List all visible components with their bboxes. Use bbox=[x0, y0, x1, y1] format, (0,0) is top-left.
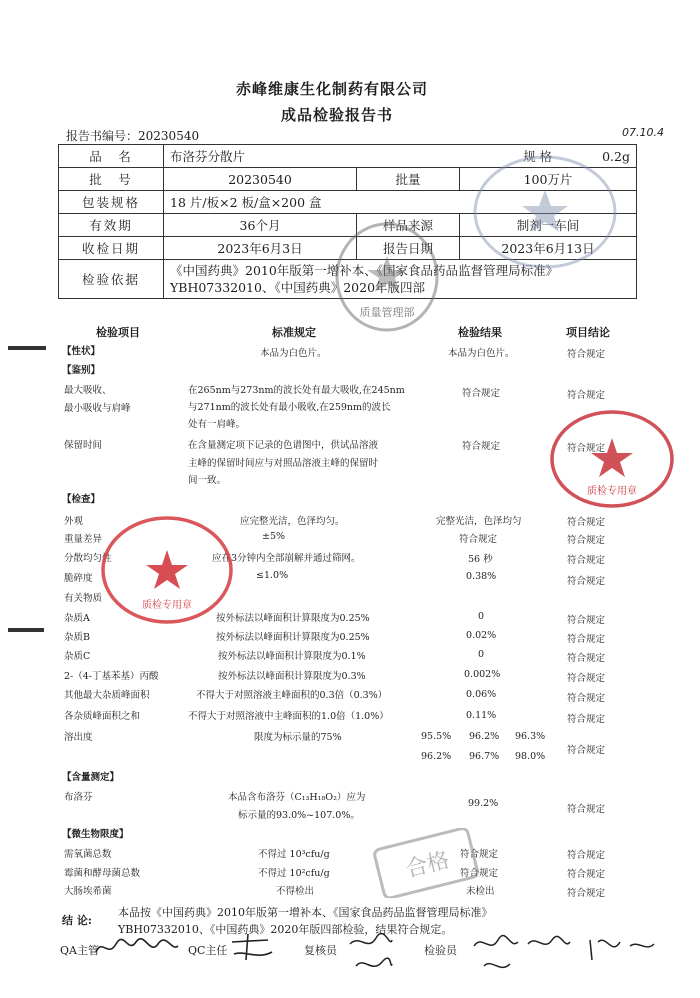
source-value: 制剂一车间 bbox=[460, 214, 637, 237]
basis-line-2: YBH07332010、《中国药典》2020年版四部 bbox=[170, 280, 426, 295]
disperse-conclusion: 符合规定 bbox=[567, 555, 606, 566]
assay-conclusion: 符合规定 bbox=[567, 804, 606, 815]
weight-conclusion: 符合规定 bbox=[567, 535, 606, 546]
disperse-result: 56 秒 bbox=[468, 554, 493, 565]
binding-mark-lower bbox=[8, 628, 44, 632]
impurity-sum-item: 各杂质峰面积之和 bbox=[64, 711, 141, 722]
qualified-stamp bbox=[372, 828, 482, 898]
weight-item: 重量差异 bbox=[64, 534, 103, 545]
retention-result: 符合规定 bbox=[462, 441, 501, 452]
impurity-acid-result: 0.002% bbox=[464, 669, 501, 680]
assay-std-1: 本品含布洛芬（C₁₃H₁₈O₂）应为 bbox=[228, 792, 366, 803]
aerobic-conclusion: 符合规定 bbox=[567, 850, 606, 861]
maxabs-std-3: 处有一肩峰。 bbox=[188, 419, 246, 430]
related-substances-item: 有关物质 bbox=[64, 593, 103, 604]
dissolution-value-2: 96.2% bbox=[469, 731, 500, 742]
impurity-a-standard: 按外标法以峰面积计算限度为0.25% bbox=[216, 613, 370, 624]
character-result: 本品为白色片。 bbox=[448, 348, 515, 359]
maxabs-item-1: 最大吸收、 bbox=[64, 385, 112, 396]
impurity-acid-item: 2-（4-丁基苯基）丙酸 bbox=[64, 671, 159, 682]
trade-company-qc-seal-left bbox=[98, 514, 236, 626]
impurity-b-standard: 按外标法以峰面积计算限度为0.25% bbox=[216, 632, 370, 643]
trade-seal-top-text: 质检专用章 bbox=[587, 486, 637, 497]
col-result-header: 检验结果 bbox=[458, 326, 502, 339]
basis-label: 检验依据 bbox=[59, 260, 164, 299]
impurity-acid-standard: 按外标法以峰面积计算限度为0.3% bbox=[218, 671, 366, 682]
dissolution-value-6: 98.0% bbox=[515, 751, 546, 762]
dissolution-conclusion: 符合规定 bbox=[567, 745, 606, 756]
retention-std-3: 间一致。 bbox=[188, 475, 227, 486]
retention-conclusion: 符合规定 bbox=[567, 443, 606, 454]
inspector-label: 检验员 bbox=[424, 944, 457, 957]
impurity-max-result: 0.06% bbox=[466, 689, 497, 700]
section-character: 【性状】 bbox=[62, 346, 101, 357]
impurity-max-standard: 不得大于对照溶液主峰面积的0.3倍（0.3%） bbox=[196, 690, 388, 701]
pack-label: 包装规格 bbox=[59, 191, 164, 214]
aerobic-result: 符合规定 bbox=[460, 849, 499, 860]
dissolution-value-4: 96.2% bbox=[421, 751, 452, 762]
receive-date-label: 收检日期 bbox=[59, 237, 164, 260]
report-number-value: 20230540 bbox=[138, 129, 200, 143]
impurity-c-standard: 按外标法以峰面积计算限度为0.1% bbox=[218, 651, 366, 662]
weight-result: 符合规定 bbox=[459, 534, 498, 545]
appearance-conclusion: 符合规定 bbox=[567, 517, 606, 528]
ecoli-result: 未检出 bbox=[466, 886, 495, 897]
impurity-a-result: 0 bbox=[478, 611, 485, 622]
trade-company-qc-seal-top bbox=[548, 408, 676, 510]
friability-item: 脆碎度 bbox=[64, 573, 93, 584]
product-name-text: 布洛芬分散片 bbox=[170, 149, 246, 164]
dissolution-value-3: 96.3% bbox=[515, 731, 546, 742]
ecoli-conclusion: 符合规定 bbox=[567, 888, 606, 899]
dissolution-value-5: 96.7% bbox=[469, 751, 500, 762]
company-name: 赤峰维康生化制药有限公司 bbox=[236, 80, 429, 98]
impurity-b-result: 0.02% bbox=[466, 630, 497, 641]
impurity-max-conclusion: 符合规定 bbox=[567, 693, 606, 704]
reviewer-label: 复核员 bbox=[304, 944, 337, 957]
quality-dept-seal bbox=[332, 220, 442, 335]
aerobic-item: 需氧菌总数 bbox=[64, 849, 112, 860]
disperse-item: 分散均匀性 bbox=[64, 553, 112, 564]
company-seal-faint bbox=[470, 152, 620, 272]
impurity-b-item: 杂质B bbox=[64, 632, 90, 643]
batch-value: 20230540 bbox=[164, 168, 357, 191]
spec-label: 规 格 bbox=[523, 149, 553, 164]
retention-std-1: 在含量测定项下记录的色谱图中，供试品溶液 bbox=[188, 440, 379, 451]
validity-label: 有效期 bbox=[59, 214, 164, 237]
maxabs-conclusion: 符合规定 bbox=[567, 390, 606, 401]
section-assay: 【含量测定】 bbox=[62, 772, 120, 783]
ecoli-item: 大肠埃希菌 bbox=[64, 886, 112, 897]
source-label: 样品来源 bbox=[357, 214, 460, 237]
mold-item: 霉菌和酵母菌总数 bbox=[64, 868, 141, 879]
assay-item: 布洛芬 bbox=[64, 792, 93, 803]
quantity-label: 批量 bbox=[357, 168, 460, 191]
qc-director-label: QC主任 bbox=[188, 944, 228, 957]
report-number bbox=[66, 127, 199, 144]
receive-date-value: 2023年6月3日 bbox=[164, 237, 357, 260]
assay-std-2: 标示量的93.0%~107.0%。 bbox=[238, 810, 360, 821]
friability-standard: ≤1.0% bbox=[256, 570, 289, 581]
basis-line-1: 《中国药典》2010年版第一增补本、《国家食品药品监督管理局标准》 bbox=[170, 263, 559, 278]
dissolution-standard: 限度为标示量的75% bbox=[254, 732, 342, 743]
batch-label: 批 号 bbox=[59, 168, 164, 191]
mold-result: 符合规定 bbox=[460, 868, 499, 879]
impurity-a-item: 杂质A bbox=[64, 613, 90, 624]
col-item-header: 检验项目 bbox=[96, 326, 140, 339]
quantity-value: 100万片 bbox=[460, 168, 637, 191]
qualified-stamp-text: 合格 bbox=[403, 847, 452, 883]
maxabs-result: 符合规定 bbox=[462, 388, 501, 399]
retention-std-2: 主峰的保留时间应与对照品溶液主峰的保留时 bbox=[188, 458, 379, 469]
friability-result: 0.38% bbox=[466, 571, 497, 582]
impurity-c-result: 0 bbox=[478, 649, 485, 660]
ecoli-standard: 不得检出 bbox=[276, 886, 315, 897]
report-number-label: 报告书编号： bbox=[66, 129, 139, 143]
impurity-a-conclusion: 符合规定 bbox=[567, 615, 606, 626]
qa-signature bbox=[92, 932, 182, 962]
section-identify: 【鉴别】 bbox=[62, 365, 101, 376]
mold-conclusion: 符合规定 bbox=[567, 869, 606, 880]
friability-conclusion: 符合规定 bbox=[567, 576, 606, 587]
spec-value: 0.2g bbox=[602, 149, 630, 164]
conclusion-label: 结 论: bbox=[62, 914, 92, 927]
impurity-b-conclusion: 符合规定 bbox=[567, 634, 606, 645]
appearance-standard: 应完整光洁，色泽均匀。 bbox=[240, 516, 345, 527]
impurity-sum-conclusion: 符合规定 bbox=[567, 714, 606, 725]
assay-result: 99.2% bbox=[468, 798, 499, 809]
impurity-sum-result: 0.11% bbox=[466, 710, 497, 721]
mold-standard: 不得过 10²cfu/g bbox=[258, 868, 330, 879]
section-check: 【检查】 bbox=[62, 494, 101, 505]
maxabs-std-1: 在265nm与273nm的波长处有最大吸收,在245nm bbox=[188, 385, 405, 396]
dissolution-item: 溶出度 bbox=[64, 732, 93, 743]
report-date-value: 2023年6月13日 bbox=[460, 237, 637, 260]
impurity-c-item: 杂质C bbox=[64, 651, 91, 662]
product-name-label: 品 名 bbox=[59, 145, 164, 168]
impurity-sum-standard: 不得大于对照溶液中主峰面积的1.0倍（1.0%） bbox=[188, 711, 389, 722]
dissolution-value-1: 95.5% bbox=[421, 731, 452, 742]
character-standard: 本品为白色片。 bbox=[260, 348, 327, 359]
maxabs-item-2: 最小吸收与肩峰 bbox=[64, 403, 131, 414]
maxabs-std-2: 与271nm的波长处有最小吸收,在259nm的波长 bbox=[188, 402, 391, 413]
impurity-max-item: 其他最大杂质峰面积 bbox=[64, 690, 150, 701]
conclusion-line-2: YBH07332010、《中国药典》2020年版四部检验，结果符合规定。 bbox=[118, 923, 453, 936]
col-standard-header: 标准规定 bbox=[272, 326, 316, 339]
impurity-c-conclusion: 符合规定 bbox=[567, 653, 606, 664]
col-conclusion-header: 项目结论 bbox=[566, 326, 610, 339]
impurity-acid-conclusion: 符合规定 bbox=[567, 673, 606, 684]
report-date-label: 报告日期 bbox=[357, 237, 460, 260]
document-title: 成品检验报告书 bbox=[281, 106, 394, 124]
qa-manager-label: QA主管 bbox=[60, 944, 99, 957]
validity-value: 36个月 bbox=[164, 214, 357, 237]
aerobic-standard: 不得过 10³cfu/g bbox=[258, 849, 330, 860]
retention-item: 保留时间 bbox=[64, 440, 103, 451]
section-micro: 【微生物限度】 bbox=[62, 829, 129, 840]
trade-seal-left-text: 质检专用章 bbox=[142, 600, 192, 611]
pack-value: 18 片/板×2 板/盒×200 盒 bbox=[164, 191, 637, 214]
inspector-signatures bbox=[470, 930, 670, 980]
binding-mark-upper bbox=[8, 346, 46, 350]
reviewer-signature bbox=[346, 930, 396, 980]
weight-standard: ±5% bbox=[262, 531, 286, 542]
qc-signature bbox=[228, 930, 276, 964]
appearance-item: 外观 bbox=[64, 516, 84, 527]
character-conclusion: 符合规定 bbox=[567, 349, 606, 360]
conclusion-line-1: 本品按《中国药典》2010年版第一增补本、《国家食品药品监督管理局标准》 bbox=[118, 906, 493, 919]
disperse-standard: 应在3分钟内全部崩解并通过筛网。 bbox=[212, 553, 361, 564]
appearance-result: 完整光洁，色泽均匀 bbox=[436, 516, 522, 527]
handwritten-note: 07.10.4 bbox=[622, 126, 664, 139]
quality-dept-seal-text: 质量管理部 bbox=[359, 306, 415, 319]
